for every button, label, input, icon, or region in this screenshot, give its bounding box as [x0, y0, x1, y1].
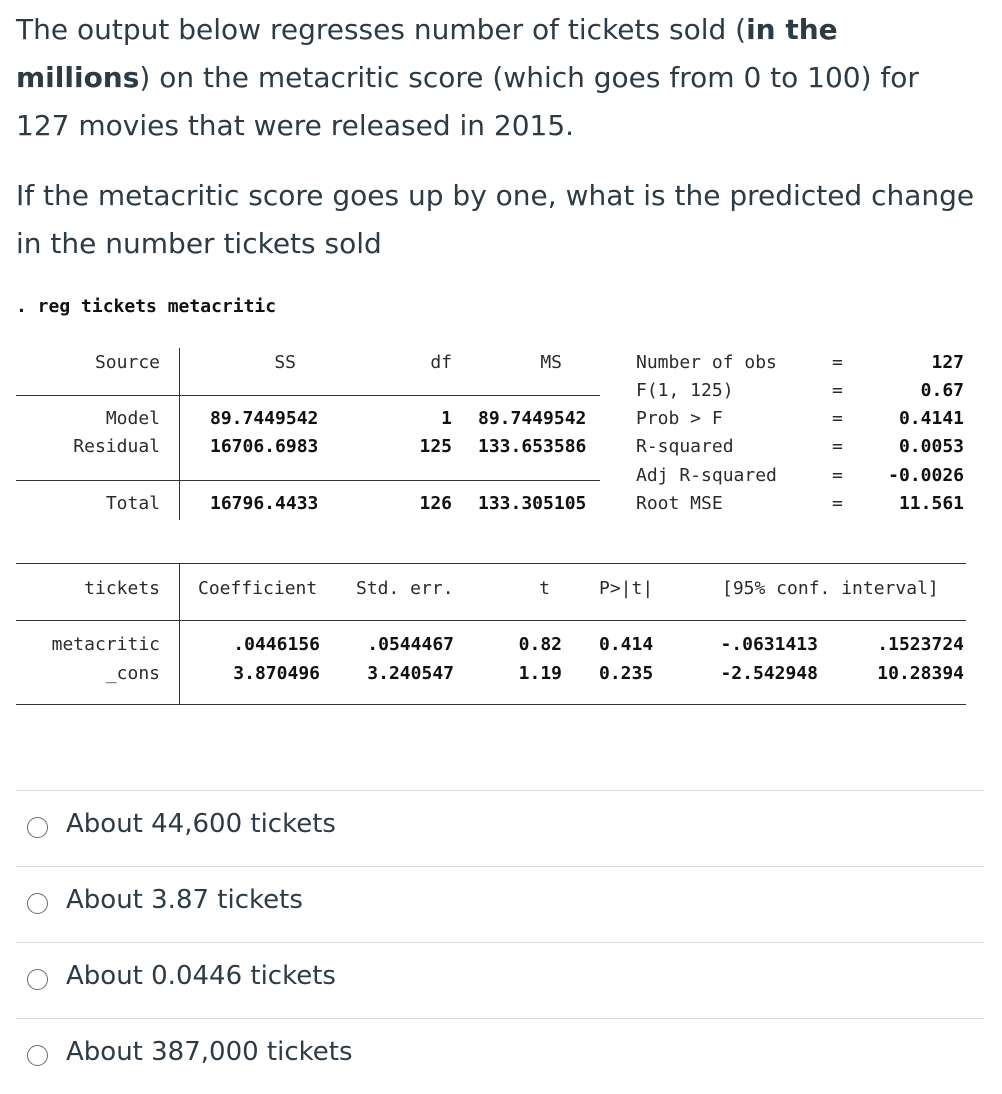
- anova-source-total: Total: [105, 493, 160, 514]
- anova-ms-total: 133.305105: [478, 493, 587, 514]
- stat-label: Number of obs: [636, 352, 777, 373]
- stat-value: 11.561: [898, 493, 964, 514]
- answer-label[interactable]: About 3.87 tickets: [66, 885, 303, 915]
- coef-estimate: 3.870496: [233, 663, 320, 684]
- anova-header-source: Source: [94, 352, 160, 373]
- stat-label: Prob > F: [636, 408, 723, 429]
- stat-label: Root MSE: [636, 493, 723, 514]
- answer-label[interactable]: About 44,600 tickets: [66, 809, 336, 839]
- answer-label[interactable]: About 387,000 tickets: [66, 1037, 353, 1067]
- coef-pvalue: 0.414: [599, 634, 654, 655]
- question-emphasis: in the millions: [16, 13, 838, 94]
- coef-pvalue: 0.235: [599, 663, 654, 684]
- coef-tstat: 0.82: [518, 634, 562, 655]
- question-text-part: The output below regresses number of tickets sold (: [16, 13, 747, 46]
- coef-divider: [179, 563, 180, 704]
- coef-rule-top: [16, 563, 966, 564]
- anova-divider: [179, 348, 180, 520]
- coef-ci-upper: 10.28394: [877, 663, 964, 684]
- stat-equals: =: [832, 465, 843, 486]
- stat-value: 0.0053: [898, 436, 964, 457]
- anova-ss-residual: 16706.6983: [210, 436, 319, 457]
- stat-value: 127: [931, 352, 964, 373]
- question-paragraph-2: If the metacritic score goes up by one, what is the predicted change in the number tickets sold: [16, 179, 975, 260]
- anova-df-residual: 125: [419, 436, 452, 457]
- stat-equals: =: [832, 352, 843, 373]
- coef-header-stderr: Std. err.: [356, 578, 454, 599]
- answer-option[interactable]: [16, 866, 984, 942]
- answer-option[interactable]: [16, 942, 984, 1018]
- coef-var-metacritic: metacritic: [51, 634, 160, 655]
- coef-rule-header: [16, 620, 966, 621]
- anova-source-residual: Residual: [73, 436, 160, 457]
- question-text-part: ) on the metacritic score (which goes from 0 to 100) for 127 movies that were released in 2015.: [16, 61, 919, 142]
- coef-ci-upper: .1523724: [877, 634, 964, 655]
- stat-equals: =: [832, 380, 843, 401]
- anova-rule-total: [16, 480, 600, 481]
- stat-value: -0.0026: [888, 465, 964, 486]
- coef-rule-bottom: [16, 704, 966, 705]
- anova-ss-total: 16796.4433: [210, 493, 319, 514]
- anova-header-ms: MS: [540, 352, 562, 373]
- coef-header-p: P>|t|: [599, 578, 654, 599]
- coef-stderr: 3.240547: [367, 663, 454, 684]
- stata-command: . reg tickets metacritic: [16, 296, 277, 317]
- anova-header-ss: SS: [274, 352, 296, 373]
- answer-options: [16, 790, 984, 1094]
- stat-label: Adj R-squared: [636, 465, 777, 486]
- anova-df-model: 1: [441, 408, 452, 429]
- anova-source-model: Model: [105, 408, 160, 429]
- stat-equals: =: [832, 408, 843, 429]
- coef-stderr: .0544467: [367, 634, 454, 655]
- coef-estimate: .0446156: [233, 634, 320, 655]
- stat-label: R-squared: [636, 436, 734, 457]
- radio-button[interactable]: [27, 893, 48, 914]
- coef-header-ci: [95% conf. interval]: [722, 578, 939, 599]
- coef-header-t: t: [539, 578, 550, 599]
- answer-option[interactable]: [16, 1018, 984, 1094]
- anova-ms-residual: 133.653586: [478, 436, 587, 457]
- coef-header-coefficient: Coefficient: [198, 578, 318, 599]
- anova-ss-model: 89.7449542: [210, 408, 319, 429]
- coef-ci-lower: -2.542948: [720, 663, 818, 684]
- radio-button[interactable]: [27, 1045, 48, 1066]
- stat-value: 0.4141: [898, 408, 964, 429]
- anova-rule-top: [16, 395, 600, 396]
- radio-button[interactable]: [27, 817, 48, 838]
- stat-equals: =: [832, 493, 843, 514]
- stat-value: 0.67: [920, 380, 964, 401]
- anova-header-df: df: [430, 352, 452, 373]
- coef-tstat: 1.19: [518, 663, 562, 684]
- stat-label: F(1, 125): [636, 380, 734, 401]
- answer-option[interactable]: [16, 790, 984, 866]
- anova-df-total: 126: [419, 493, 452, 514]
- answer-label[interactable]: About 0.0446 tickets: [66, 961, 336, 991]
- coef-ci-lower: -.0631413: [720, 634, 818, 655]
- stat-equals: =: [832, 436, 843, 457]
- coef-header-var: tickets: [84, 578, 160, 599]
- radio-button[interactable]: [27, 969, 48, 990]
- coef-var-cons: _cons: [105, 663, 160, 684]
- anova-ms-model: 89.7449542: [478, 408, 587, 429]
